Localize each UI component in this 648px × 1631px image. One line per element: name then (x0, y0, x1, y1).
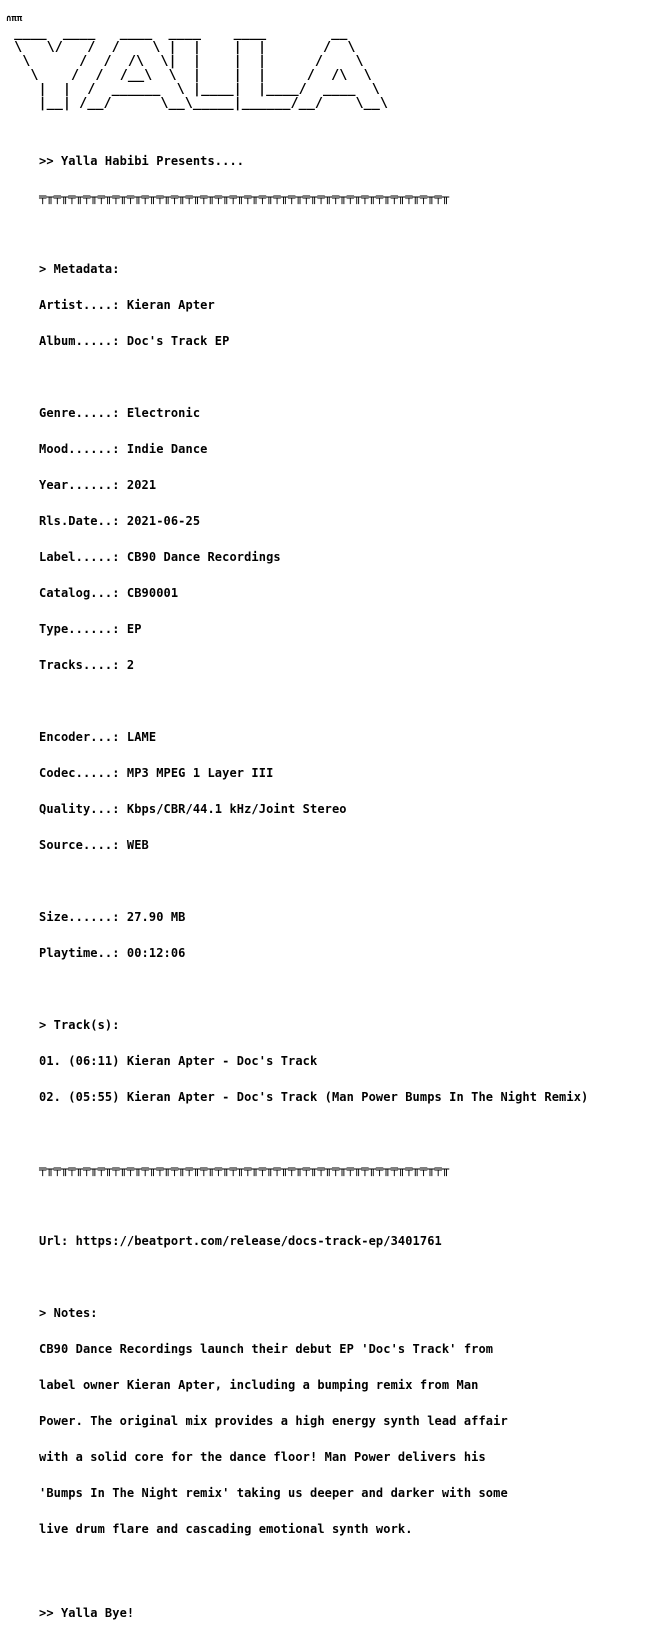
notes-line: live drum flare and cascading emotional synth work. (39, 1522, 413, 1536)
notes-line: 'Bumps In The Night remix' taking us deeper and darker with some (39, 1486, 508, 1500)
intro-line: >> Yalla Habibi Presents.... (39, 154, 245, 168)
divider-top: ╤╥╤╥╤╥╤╥╤╥╤╥╤╥╤╥╤╥╤╥╤╥╤╥╤╥╤╥╤╥╤╥╤╥╤╥╤╥╤╥╤╥╤╥╤╥╤╥╤╥╤╥╤╥╤╥ (39, 190, 450, 204)
metadata-playtime: Playtime..: 00:12:06 (39, 946, 186, 960)
metadata-quality: Quality...: Kbps/CBR/44.1 kHz/Joint Stereo (39, 802, 347, 816)
metadata-size: Size......: 27.90 MB (39, 910, 186, 924)
outro-line: >> Yalla Bye! (39, 1606, 135, 1620)
metadata-tracks: Tracks....: 2 (39, 658, 135, 672)
metadata-label: Label.....: CB90 Dance Recordings (39, 550, 281, 564)
metadata-rls-date: Rls.Date..: 2021-06-25 (39, 514, 201, 528)
notes-line: with a solid core for the dance floor! Man Power delivers his (39, 1450, 486, 1464)
metadata-codec: Codec.....: MP3 MPEG 1 Layer III (39, 766, 274, 780)
notes-line: label owner Kieran Apter, including a bumping remix from Man (39, 1378, 479, 1392)
metadata-genre: Genre.....: Electronic (39, 406, 201, 420)
metadata-year: Year......: 2021 (39, 478, 157, 492)
track-item: 02. (05:55) Kieran Apter - Doc's Track (Man Power Bumps In The Night Remix) (39, 1090, 589, 1104)
metadata-album: Album.....: Doc's Track EP (39, 334, 230, 348)
metadata-catalog: Catalog...: CB90001 (39, 586, 179, 600)
metadata-source: Source....: WEB (39, 838, 149, 852)
release-url: Url: https://beatport.com/release/docs-track-ep/3401761 (39, 1234, 442, 1248)
track-item: 01. (06:11) Kieran Apter - Doc's Track (39, 1054, 318, 1068)
nfo-tag: ∩ππ (6, 14, 23, 24)
notes-line: CB90 Dance Recordings launch their debut EP 'Doc's Track' from (39, 1342, 494, 1356)
tracklist-header: > Track(s): (39, 1018, 120, 1032)
nfo-content (39, 131, 588, 1631)
metadata-type: Type......: EP (39, 622, 142, 636)
metadata-artist: Artist....: Kieran Apter (39, 298, 215, 312)
metadata-encoder: Encoder...: LAME (39, 730, 157, 744)
yalla-ascii-logo: ∩ππ ____ ____ ____ ____ ____ __ \ \/ / / \ | | | | / \ \ / / /\ \| | | | / \ \ / / /__\ \ | | | / /\ \ | | / ______ \ |____| |____/ ____ \ |__| /__/ \__\_____|______/__/ \__\ (6, 14, 389, 111)
metadata-mood: Mood......: Indie Dance (39, 442, 208, 456)
notes-line: Power. The original mix provides a high energy synth lead affair (39, 1414, 508, 1428)
notes-header: > Notes: (39, 1306, 98, 1320)
divider-bottom: ╤╥╤╥╤╥╤╥╤╥╤╥╤╥╤╥╤╥╤╥╤╥╤╥╤╥╤╥╤╥╤╥╤╥╤╥╤╥╤╥╤╥╤╥╤╥╤╥╤╥╤╥╤╥╤╥ (39, 1162, 450, 1176)
metadata-header: > Metadata: (39, 262, 120, 276)
